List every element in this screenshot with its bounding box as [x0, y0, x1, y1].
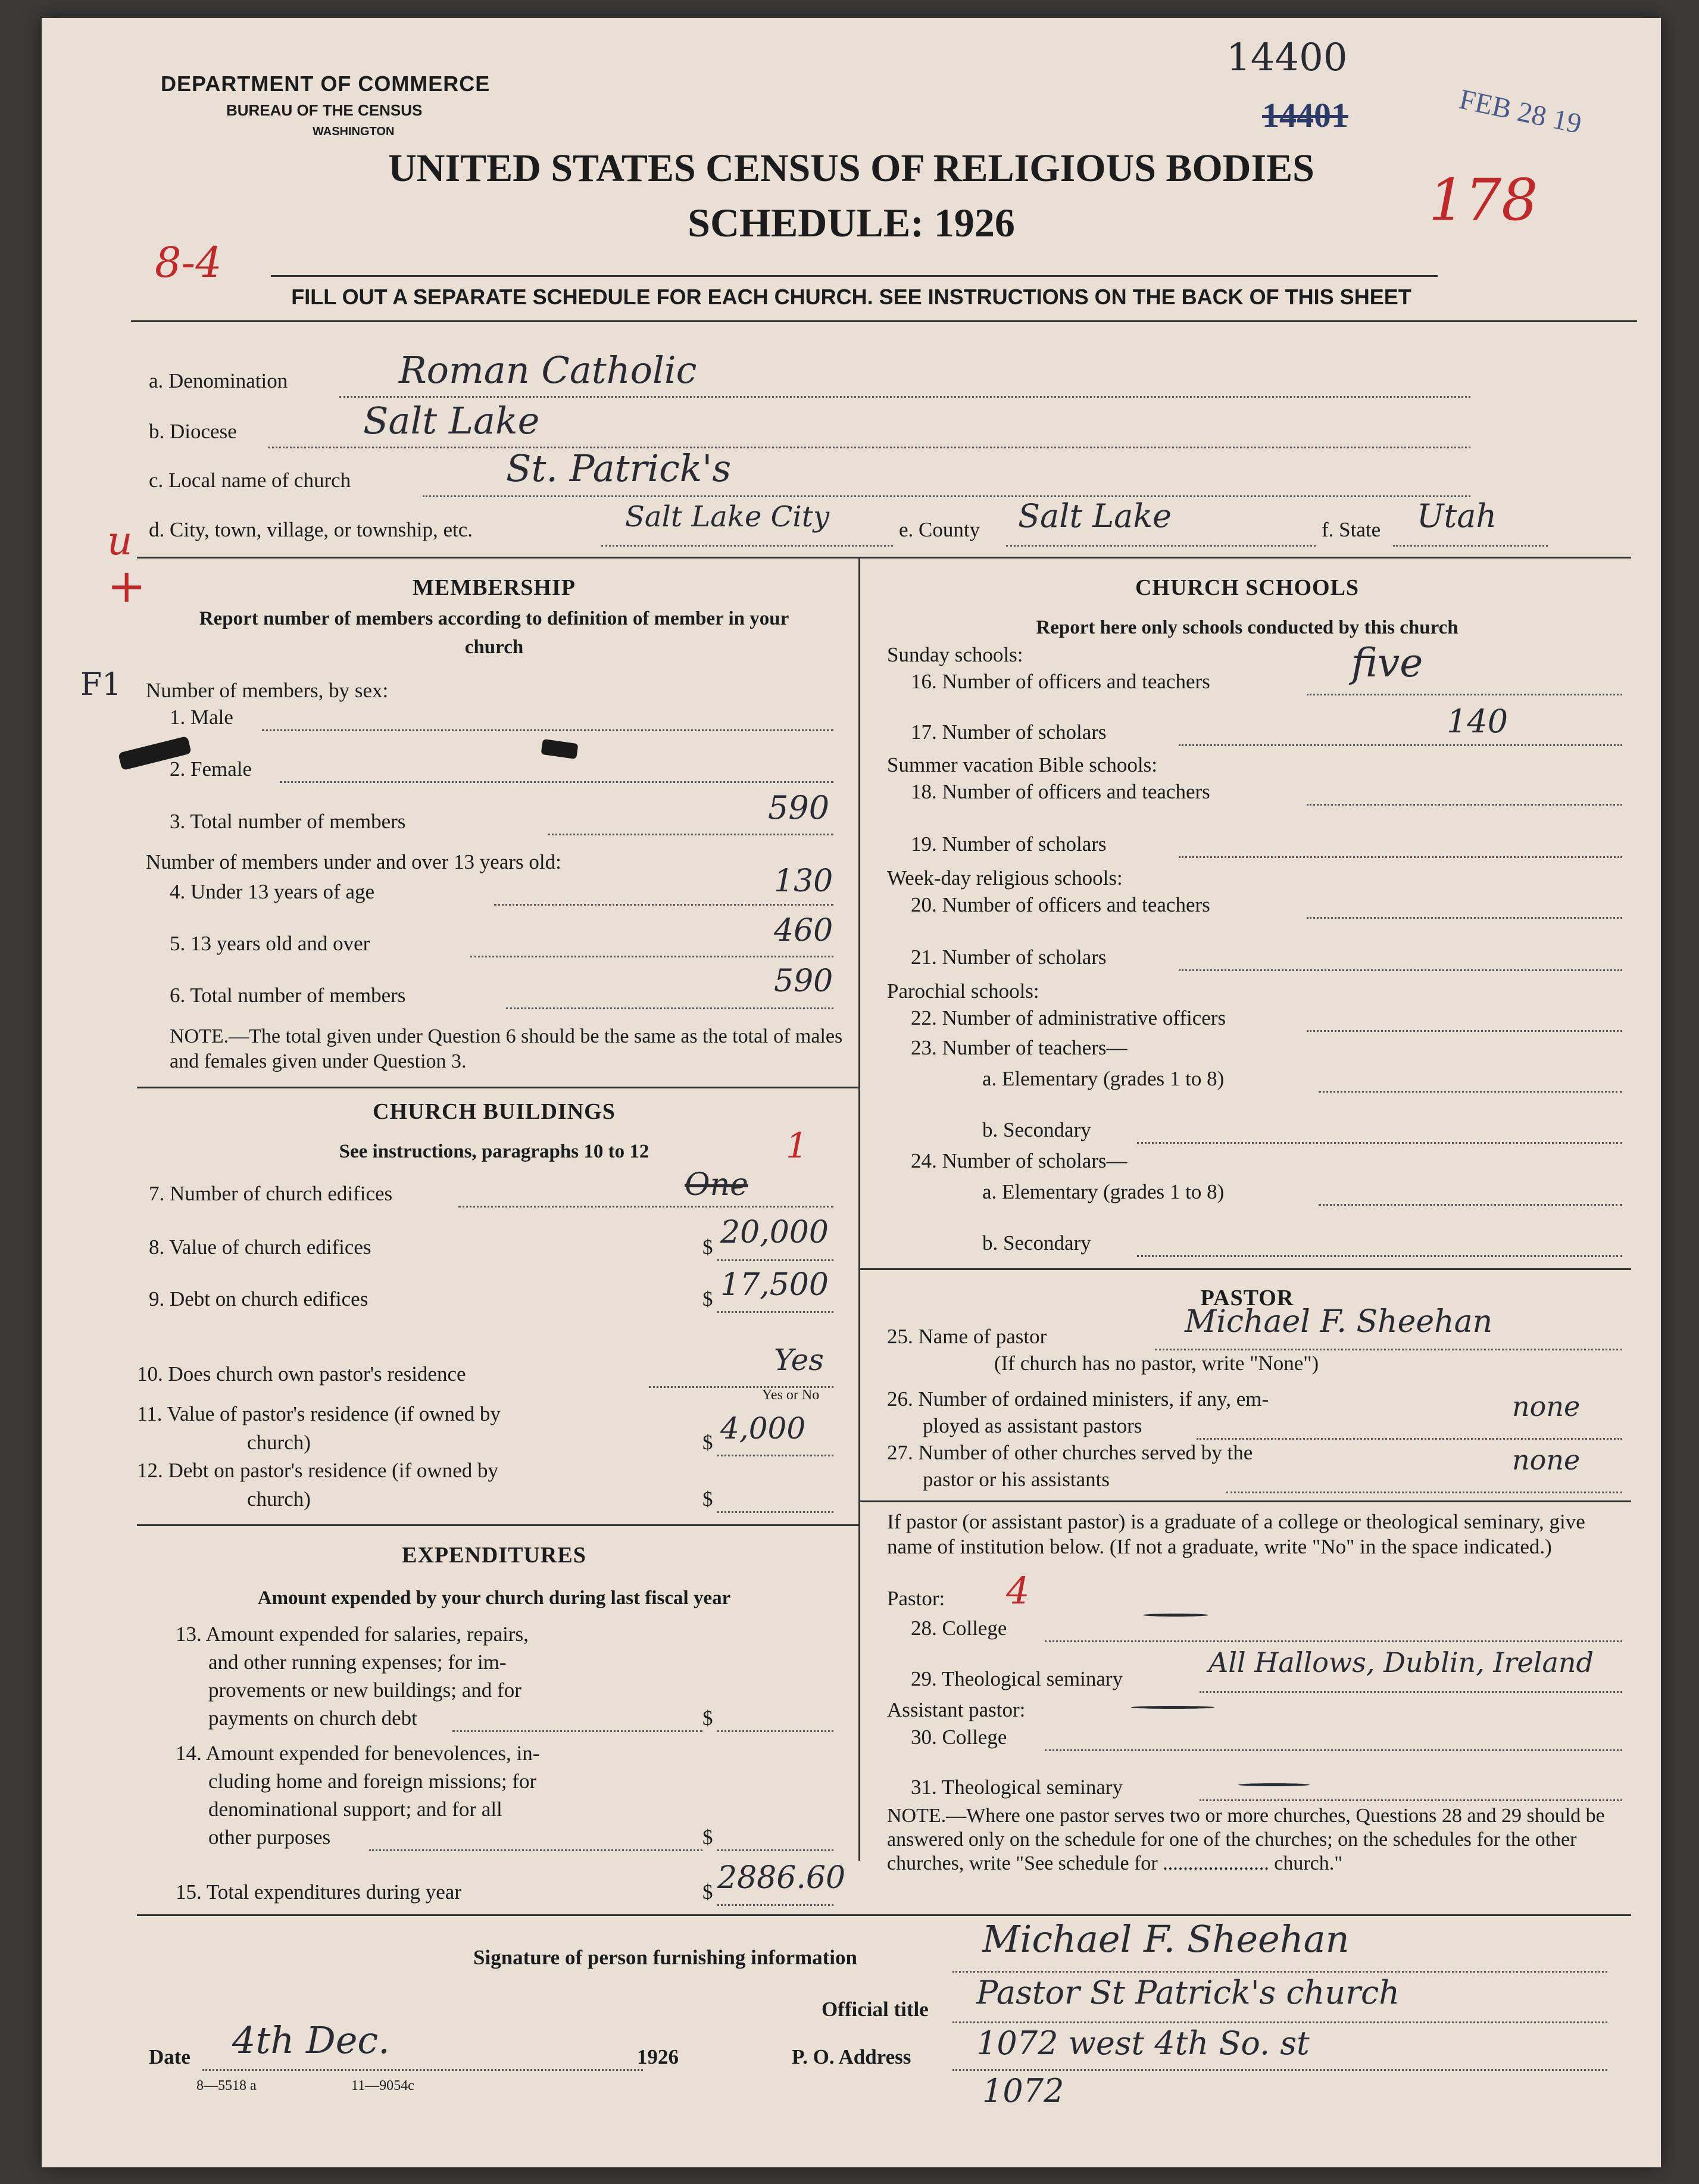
- form-title: UNITED STATES CENSUS OF RELIGIOUS BODIES: [388, 146, 1314, 190]
- q11-dollar: $: [702, 1431, 713, 1454]
- membership-note: NOTE.—The total given under Question 6 should be the same as the total of males and females given under Question 3.: [170, 1025, 843, 1072]
- schools-heading: CHURCH SCHOOLS: [1135, 575, 1360, 600]
- po-address-value[interactable]: 1072 west 4th So. st: [976, 2024, 1310, 2062]
- weekday-schools-label: Week-day religious schools:: [887, 866, 1123, 890]
- q20-label: 20. Number of officers and teachers: [911, 893, 1210, 916]
- q2-label: 2. Female: [170, 757, 252, 781]
- expenditures-heading: EXPENDITURES: [402, 1543, 586, 1568]
- diocese-value[interactable]: Salt Lake: [363, 399, 540, 442]
- pastor-heading: PASTOR: [1200, 1286, 1294, 1311]
- q4-label: 4. Under 13 years of age: [170, 880, 375, 903]
- q24-label: 24. Number of scholars—: [911, 1149, 1128, 1172]
- q14-line4: other purposes: [208, 1826, 331, 1849]
- q26-label-line1: 26. Number of ordained ministers, if any, em-: [887, 1387, 1269, 1411]
- date-value[interactable]: 4th Dec.: [232, 2018, 390, 2062]
- q11-label-line2: church): [247, 1431, 311, 1454]
- church-name-label: c. Local name of church: [149, 469, 351, 492]
- q7-value[interactable]: One: [685, 1167, 748, 1203]
- q23b-label: b. Secondary: [982, 1118, 1091, 1141]
- q10-value[interactable]: Yes: [774, 1343, 824, 1377]
- q17-value[interactable]: 140: [1447, 703, 1509, 740]
- expenditures-subtitle: Amount expended by your church during last fiscal year: [257, 1587, 731, 1609]
- q15-dollar: $: [702, 1880, 713, 1904]
- q8-value[interactable]: 20,000: [720, 1215, 829, 1250]
- q27-label-line1: 27. Number of other churches served by the: [887, 1441, 1253, 1464]
- sunday-schools-label: Sunday schools:: [887, 643, 1023, 666]
- buildings-subtitle: See instructions, paragraphs 10 to 12: [339, 1141, 649, 1162]
- q19-label: 19. Number of scholars: [911, 832, 1107, 856]
- pastor-note: NOTE.—Where one pastor serves two or more churches, Questions 28 and 29 should be answered only on the schedule for one of the churches; on the schedules for the other churches, write "See schedule for ..................... church.": [887, 1805, 1605, 1874]
- q8-dollar: $: [702, 1235, 713, 1259]
- membership-heading: MEMBERSHIP: [413, 575, 576, 600]
- q12-label-line1: 12. Debt on pastor's residence (if owned by: [137, 1459, 498, 1482]
- q31-label: 31. Theological seminary: [911, 1776, 1123, 1799]
- schools-subtitle: Report here only schools conducted by this church: [1036, 617, 1458, 638]
- q14-line3: denominational support; and for all: [208, 1798, 502, 1821]
- annotation-struck-number: 14401: [1262, 96, 1348, 135]
- county-label: e. County: [899, 518, 980, 541]
- q21-label: 21. Number of scholars: [911, 946, 1107, 969]
- members-by-sex-label: Number of members, by sex:: [146, 679, 389, 702]
- form-instruction: FILL OUT A SEPARATE SCHEDULE FOR EACH CHURCH. SEE INSTRUCTIONS ON THE BACK OF THIS SHEET: [291, 285, 1411, 309]
- signature-value[interactable]: Michael F. Sheehan: [982, 1917, 1350, 1961]
- print-number: 11—9054c: [351, 2078, 414, 2093]
- q15-label: 15. Total expenditures during year: [176, 1880, 461, 1904]
- denomination-value[interactable]: Roman Catholic: [399, 348, 697, 392]
- annotation-red-number: 178: [1429, 167, 1538, 233]
- q11-value[interactable]: 4,000: [720, 1411, 806, 1446]
- q26-label-line2: ployed as assistant pastors: [923, 1414, 1142, 1437]
- q12-label-line2: church): [247, 1487, 311, 1511]
- q9-dollar: $: [702, 1287, 713, 1311]
- annotation-red-one: 1: [786, 1125, 808, 1166]
- state-value[interactable]: Utah: [1417, 497, 1497, 535]
- summer-schools-label: Summer vacation Bible schools:: [887, 753, 1157, 776]
- date-year: 1926: [637, 2045, 679, 2068]
- buildings-heading: CHURCH BUILDINGS: [373, 1099, 616, 1124]
- bureau-name: BUREAU OF THE CENSUS: [226, 101, 423, 119]
- q11-label-line1: 11. Value of pastor's residence (if owned by: [137, 1402, 501, 1425]
- diocese-label: b. Diocese: [149, 420, 237, 443]
- po-address-label: P. O. Address: [792, 2045, 911, 2068]
- q29-value[interactable]: All Hallows, Dublin, Ireland: [1208, 1646, 1594, 1678]
- form-number: 8—5518 a: [196, 2078, 257, 2093]
- q13-line2: and other running expenses; for im-: [208, 1651, 507, 1674]
- department-name: DEPARTMENT OF COMMERCE: [161, 71, 491, 96]
- q17-label: 17. Number of scholars: [911, 720, 1107, 744]
- q22-label: 22. Number of administrative officers: [911, 1006, 1226, 1029]
- q27-value[interactable]: none: [1512, 1444, 1581, 1476]
- q5-value[interactable]: 460: [774, 913, 833, 949]
- q13-line1: 13. Amount expended for salaries, repairs,: [176, 1623, 529, 1646]
- city-value[interactable]: Salt Lake City: [625, 500, 830, 533]
- state-label: f. State: [1322, 518, 1381, 541]
- parochial-schools-label: Parochial schools:: [887, 979, 1039, 1003]
- q3-value[interactable]: 590: [768, 789, 830, 826]
- q25-value[interactable]: Michael F. Sheehan: [1185, 1304, 1493, 1340]
- q29-label: 29. Theological seminary: [911, 1667, 1123, 1690]
- q9-label: 9. Debt on church edifices: [149, 1287, 368, 1311]
- q4-value[interactable]: 130: [774, 863, 833, 899]
- q10-hint: Yes or No: [762, 1387, 820, 1403]
- q14-line1: 14. Amount expended for benevolences, in-: [176, 1742, 540, 1765]
- q24a-label: a. Elementary (grades 1 to 8): [982, 1180, 1225, 1203]
- po-address-extra: 1072: [982, 2072, 1064, 2110]
- graduate-note: If pastor (or assistant pastor) is a graduate of a college or theological seminary, give name of institution below. (If not a graduate, write "No" in the space indicated.): [887, 1510, 1585, 1558]
- city-label: d. City, town, village, or township, etc.: [149, 518, 473, 541]
- q27-label-line2: pastor or his assistants: [923, 1468, 1110, 1491]
- q13-dollar: $: [702, 1706, 713, 1730]
- q16-label: 16. Number of officers and teachers: [911, 670, 1210, 693]
- q5-label: 5. 13 years old and over: [170, 932, 370, 955]
- q6-label: 6. Total number of members: [170, 984, 406, 1007]
- q23-label: 23. Number of teachers—: [911, 1036, 1128, 1059]
- q26-value[interactable]: none: [1512, 1390, 1581, 1422]
- q24b-label: b. Secondary: [982, 1231, 1091, 1255]
- q15-value[interactable]: 2886.60: [717, 1860, 846, 1896]
- q25-hint: (If church has no pastor, write "None"): [994, 1352, 1319, 1375]
- q14-dollar: $: [702, 1826, 713, 1849]
- form-schedule-year: SCHEDULE: 1926: [688, 200, 1015, 245]
- signature-label: Signature of person furnishing information: [473, 1946, 857, 1969]
- county-value[interactable]: Salt Lake: [1018, 497, 1172, 535]
- assistant-subheading: Assistant pastor:: [887, 1698, 1026, 1721]
- age-intro-label: Number of members under and over 13 years old:: [146, 850, 561, 873]
- q30-label: 30. College: [911, 1726, 1007, 1749]
- annotation-number: 14400: [1226, 36, 1348, 80]
- church-name-value[interactable]: St. Patrick's: [506, 447, 732, 490]
- annotation-red-four: 4: [1006, 1569, 1030, 1612]
- date-label: Date: [149, 2045, 190, 2068]
- q16-value[interactable]: five: [1351, 640, 1423, 686]
- annotation-red-plus: +: [107, 560, 146, 613]
- q18-label: 18. Number of officers and teachers: [911, 780, 1210, 803]
- pastor-subheading: Pastor:: [887, 1587, 945, 1610]
- official-title-value[interactable]: Pastor St Patrick's church: [976, 1974, 1400, 2011]
- q23a-label: a. Elementary (grades 1 to 8): [982, 1067, 1225, 1090]
- denomination-label: a. Denomination: [149, 369, 288, 392]
- membership-subtitle: Report number of members according to definition of member in your church: [199, 608, 789, 658]
- official-title-label: Official title: [822, 1998, 929, 2021]
- q3-label: 3. Total number of members: [170, 810, 406, 833]
- q10-label: 10. Does church own pastor's residence: [137, 1362, 466, 1386]
- annotation-red-u: u: [107, 518, 133, 564]
- q13-line3: provements or new buildings; and for: [208, 1678, 521, 1702]
- q1-label: 1. Male: [170, 706, 233, 729]
- q28-label: 28. College: [911, 1617, 1007, 1640]
- q9-value[interactable]: 17,500: [720, 1267, 829, 1303]
- q25-label: 25. Name of pastor: [887, 1325, 1047, 1348]
- q12-dollar: $: [702, 1487, 713, 1511]
- q6-value[interactable]: 590: [774, 963, 833, 999]
- received-stamp: FEB 28 19: [1456, 83, 1585, 141]
- q13-line4: payments on church debt: [208, 1706, 417, 1730]
- census-schedule-sheet: [42, 18, 1661, 2167]
- q7-label: 7. Number of church edifices: [149, 1182, 393, 1205]
- annotation-red-code: 8-4: [155, 238, 222, 287]
- q8-label: 8. Value of church edifices: [149, 1235, 371, 1259]
- bureau-city: WASHINGTON: [313, 125, 395, 138]
- q14-line2: cluding home and foreign missions; for: [208, 1770, 537, 1793]
- annotation-f1: F1: [80, 667, 122, 703]
